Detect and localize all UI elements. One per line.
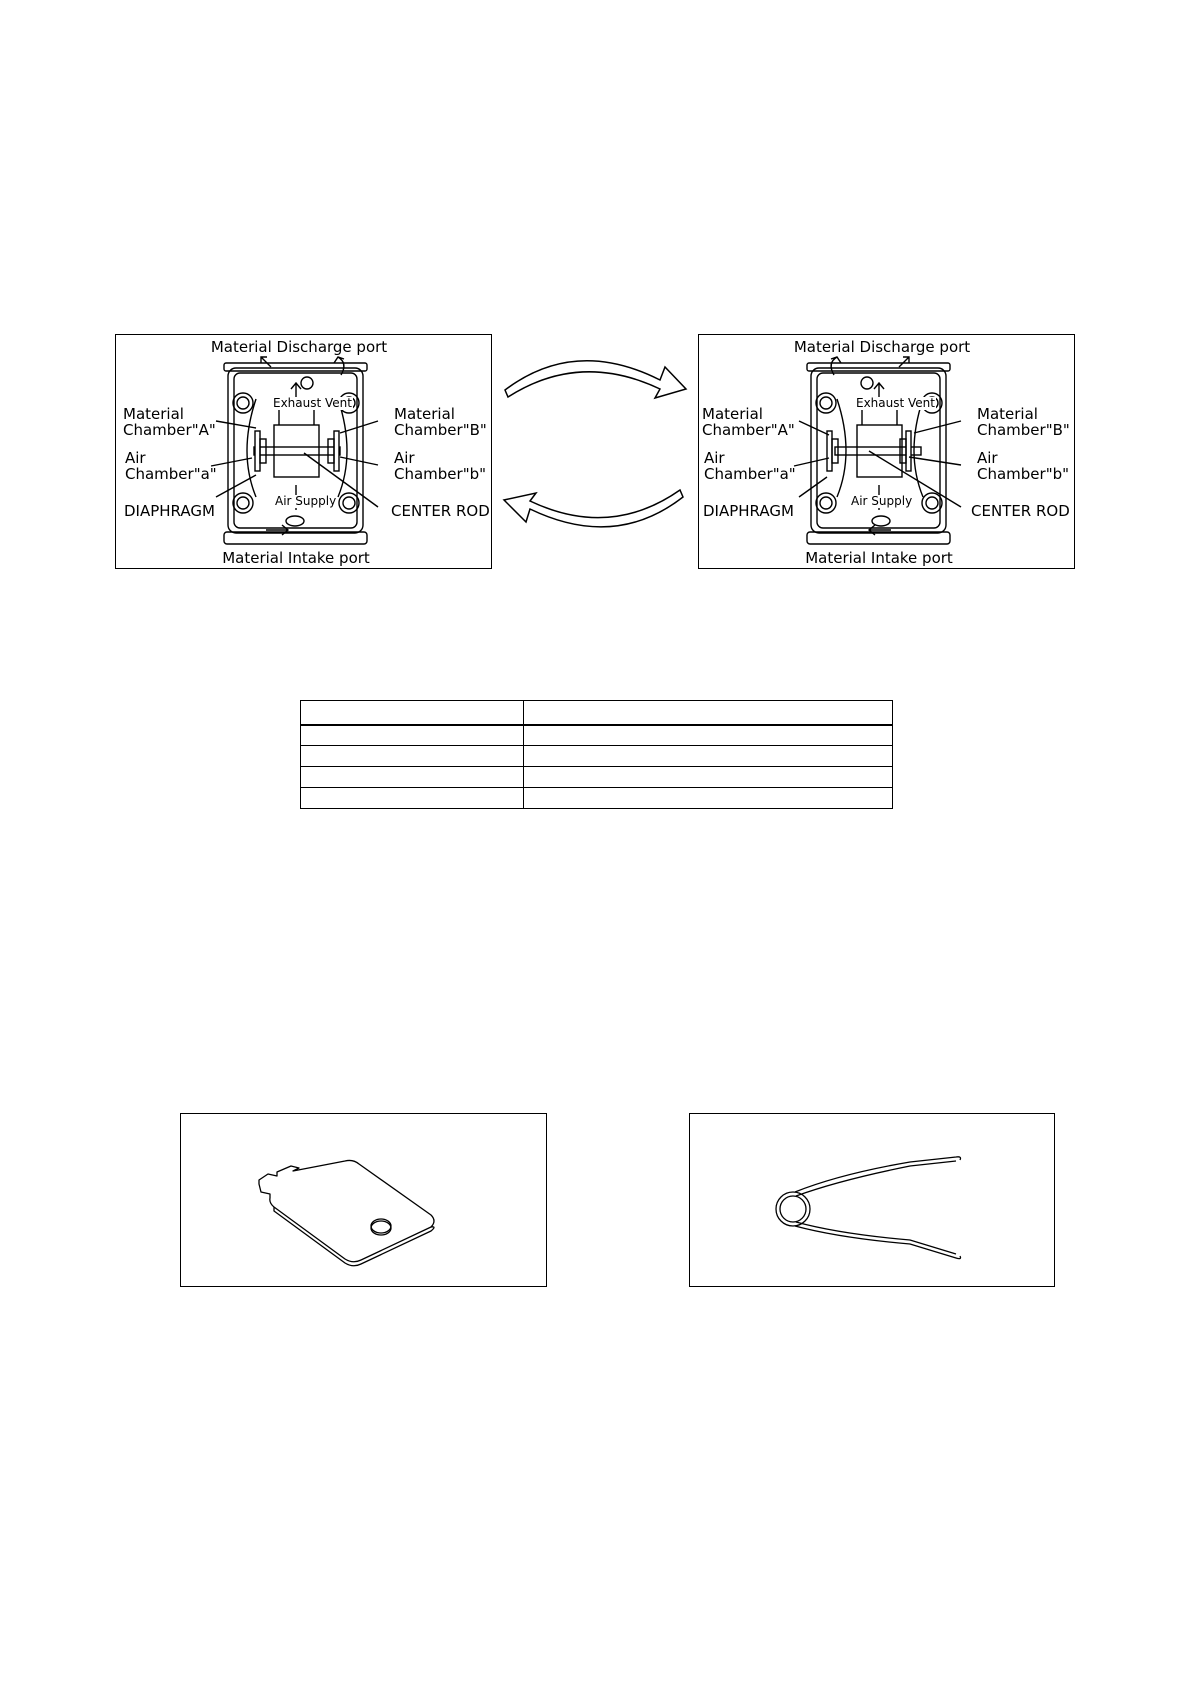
- label-air-chamber-b: Air Chamber"b": [977, 449, 1070, 483]
- label-air-supply: Air Supply: [275, 494, 337, 508]
- part-spring-figure: [689, 1113, 1055, 1287]
- pump-diagram-right: [698, 334, 1075, 569]
- label-discharge-port: Material Discharge port: [210, 338, 388, 356]
- label-air-chamber-a: Air Chamber"a": [125, 449, 217, 483]
- table-row: [301, 767, 893, 788]
- table-cell: [301, 767, 524, 788]
- label-discharge-port: Material Discharge port: [793, 338, 971, 356]
- label-exhaust-vent: Exhaust Vent: [856, 396, 935, 410]
- plate-icon: [181, 1114, 548, 1288]
- label-material-chamber-a: Material Chamber"A": [702, 405, 795, 439]
- table-cell: [301, 725, 524, 746]
- label-diaphragm: DIAPHRAGM: [703, 502, 794, 520]
- table-cell: [524, 746, 893, 767]
- label-intake-port: Material Intake port: [805, 549, 953, 567]
- cycle-arrow-right-icon: [505, 361, 686, 398]
- cycle-arrows: [500, 345, 690, 545]
- table-row: [301, 701, 893, 725]
- table-cell: [524, 767, 893, 788]
- label-center-rod: CENTER ROD: [971, 502, 1070, 520]
- label-material-chamber-a: Material Chamber"A": [123, 405, 216, 439]
- table-cell: [524, 788, 893, 809]
- label-intake-port: Material Intake port: [222, 549, 370, 567]
- table-cell: [301, 788, 524, 809]
- table-cell: [301, 746, 524, 767]
- label-air-chamber-a: Air Chamber"a": [704, 449, 796, 483]
- label-air-chamber-b: Air Chamber"b": [394, 449, 487, 483]
- table-cell: [524, 701, 893, 725]
- part-plate-figure: [180, 1113, 547, 1287]
- label-center-rod: CENTER ROD: [391, 502, 490, 520]
- label-material-chamber-b: Material Chamber"B": [394, 405, 487, 439]
- table-row: [301, 725, 893, 746]
- label-exhaust-vent: Exhaust Vent: [273, 396, 352, 410]
- cycle-arrow-left-icon: [504, 490, 683, 527]
- table-cell: [524, 725, 893, 746]
- label-material-chamber-b: Material Chamber"B": [977, 405, 1070, 439]
- pump-diagram-left: [115, 334, 492, 569]
- table-row: [301, 788, 893, 809]
- state-table: [300, 700, 893, 809]
- label-diaphragm: DIAPHRAGM: [124, 502, 215, 520]
- table-row: [301, 746, 893, 767]
- label-air-supply: Air Supply: [851, 494, 913, 508]
- spring-icon: [690, 1114, 1056, 1288]
- table-cell: [301, 701, 524, 725]
